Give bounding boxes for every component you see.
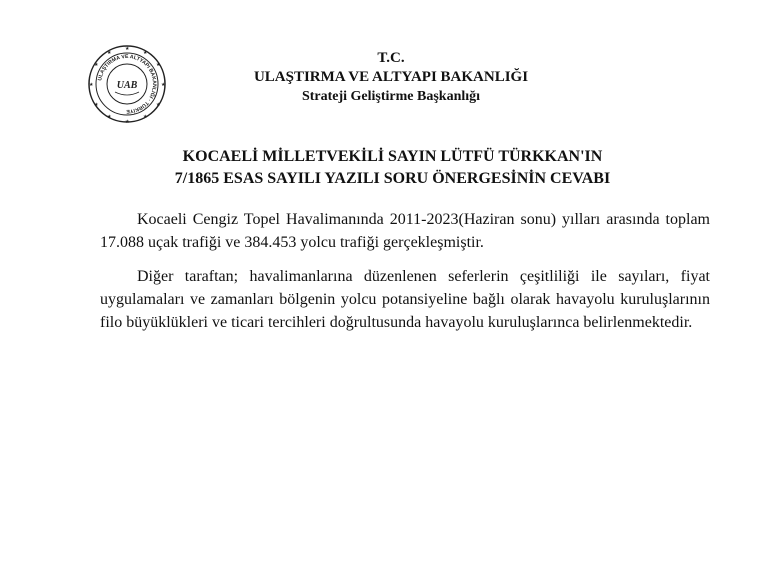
body-paragraph-1: [100, 208, 710, 254]
subject-line-2: 7/1865 ESAS SAYILI YAZILI SORU ÖNERGESİNİN CEVABI: [174, 170, 611, 187]
svg-text:★: ★: [107, 50, 112, 56]
svg-text:★: ★: [143, 114, 148, 120]
svg-text:★: ★: [125, 46, 130, 52]
letterhead-department: Strateji Geliştirme Başkanlığı: [301, 89, 481, 104]
letterhead-ministry: ULAŞTIRMA VE ALTYAPI BAKANLIĞI: [253, 69, 529, 85]
document-subject: [120, 146, 665, 190]
paragraph-2-text: Diğer taraftan; havalimanlarına düzenlenen seferlerin çeşitliliği ile sayıları, fiyat uygulamaları ve zamanları bölgenin yolcu potansiyeline bağlı olarak havayolu kuruluşlarının filo büyüklükleri ve ticari tercihleri doğrultusunda havayolu kuruluşlarınca belirlenmektedir.: [100, 268, 710, 331]
letterhead: [230, 49, 552, 106]
svg-text:★: ★: [125, 119, 130, 124]
ministry-seal-logo: [87, 44, 167, 124]
svg-text:★: ★: [156, 102, 161, 108]
body-paragraph-2: [100, 265, 710, 334]
letterhead-country: T.C.: [377, 50, 405, 66]
paragraph-1-text: Kocaeli Cengiz Topel Havalimanında 2011-2023(Haziran sonu) yılları arasında toplam 17.088 uçak trafiği ve 384.453 yolcu trafiği gerçekleşmiştir.: [100, 211, 710, 251]
svg-text:UAB: UAB: [116, 80, 138, 91]
svg-text:★: ★: [94, 62, 99, 68]
subject-line-1: KOCAELİ MİLLETVEKİLİ SAYIN LÜTFÜ TÜRKKAN'IN: [182, 148, 603, 165]
svg-text:★: ★: [94, 102, 99, 108]
svg-text:★: ★: [161, 82, 166, 88]
svg-text:★: ★: [156, 62, 161, 68]
svg-text:★: ★: [89, 82, 94, 88]
svg-text:ULAŞTIRMA VE ALTYAPI BAKANLIĞI: ULAŞTIRMA VE ALTYAPI BAKANLIĞI · TÜRKİYE: [97, 53, 158, 115]
svg-text:★: ★: [143, 50, 148, 56]
svg-text:★: ★: [107, 114, 112, 120]
